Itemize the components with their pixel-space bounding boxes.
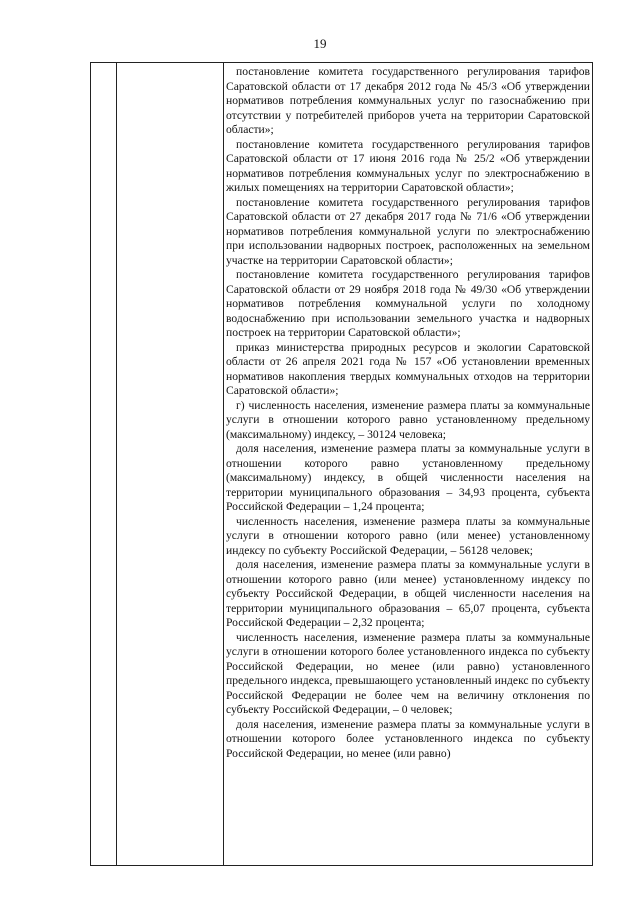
table-column-divider-1 — [116, 63, 117, 865]
paragraph-resolution-electricity-outbuildings: постановление комитета государственного регулирования тарифов Саратовской области от 27 декабря 2017 года № 71/6 «Об утверждении нормативов потребления коммунальной услуги по электроснабжению при использовании надворных построек, расположенных на земельном участке на территории Саратовской области»; — [226, 195, 590, 267]
page-number: 19 — [313, 36, 327, 51]
paragraph-population-equal-or-less-index: численность населения, изменение размера платы за коммунальные услуги в отношении которого равно (или менее) установленному индексу по субъекту Российской Федерации, – 56128 человек; — [226, 514, 590, 557]
table-text-cell — [226, 65, 590, 761]
paragraph-resolution-gas: постановление комитета государственного регулирования тарифов Саратовской области от 17 декабря 2012 года № 45/3 «Об утверждении нормативов потребления коммунальных услуг по газоснабжению при отсутствии у потребителей приборов учета на территории Саратовской области»; — [226, 65, 590, 136]
paragraph-population-above-index: численность населения, изменение размера платы за коммунальные услуги в отношении которого более установленного индекса по субъекту Российской Федерации, но менее (или равно) установленного предельного индекса, превышающего установленный индекс по субъекту Российской Федерации не более чем на величину отклонения по субъекту Российской Федерации, – 0 человек; — [226, 630, 590, 716]
table-column-divider-2 — [223, 63, 224, 865]
paragraph-population-equal-max-index: г) численность населения, изменение размера платы за коммунальные услуги в отношении которого равно установленному предельному (максимальному) индексу, – 30124 человека; — [226, 398, 590, 441]
paragraph-resolution-cold-water: постановление комитета государственного регулирования тарифов Саратовской области от 29 ноября 2018 года № 49/30 «Об утверждении нормативов потребления коммунальной услуги по холодному водоснабжению при использовании земельного участка и надворных построек на территории Саратовской области»; — [226, 268, 590, 339]
paragraph-resolution-electricity-housing: постановление комитета государственного регулирования тарифов Саратовской области от 17 июня 2016 года № 25/2 «Об утверждении нормативов потребления коммунальных услуг по электроснабжению в жилых помещениях на территории Саратовской области»; — [226, 137, 590, 194]
document-table — [90, 62, 593, 866]
paragraph-share-above-index: доля населения, изменение размера платы за коммунальные услуги в отношении которого более установленного индекса по субъекту Российской Федерации, но менее (или равно) — [226, 717, 590, 760]
paragraph-share-equal-max-index: доля населения, изменение размера платы за коммунальные услуги в отношении которого равно установленному предельному (максимальному) индексу, в общей численности населения на территории муниципального образования – 34,93 процента, субъекта Российской Федерации – 1,24 процента; — [226, 442, 590, 513]
paragraph-share-equal-or-less-index: доля населения, изменение размера платы за коммунальные услуги в отношении которого равно (или менее) установленному индексу по субъекту Российской Федерации, в общей численности населения на территории муниципального образования – 65,07 процента, субъекта Российской Федерации – 2,32 процента; — [226, 558, 590, 629]
paragraph-order-solid-waste: приказ министерства природных ресурсов и экологии Саратовской области от 26 апреля 2021 года № 157 «Об установлении временных нормативов накопления твердых коммунальных отходов на территории Саратовской области»; — [226, 340, 590, 397]
